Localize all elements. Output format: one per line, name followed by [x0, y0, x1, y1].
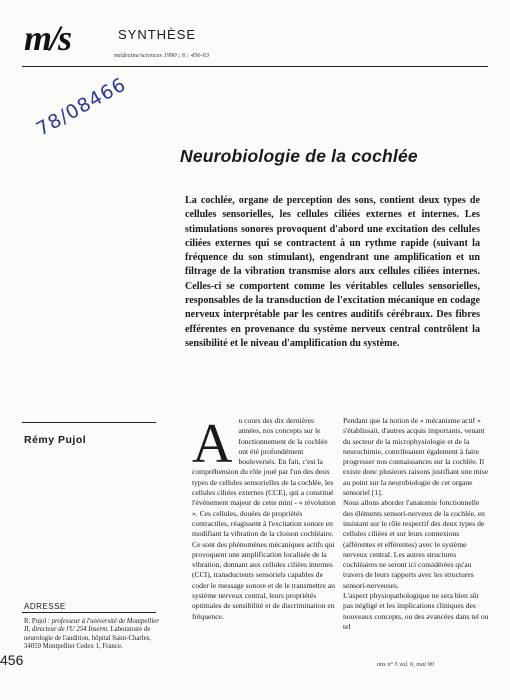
drop-cap: A	[192, 413, 233, 475]
page-number: 456	[0, 652, 24, 668]
journal-logo: m/s	[24, 18, 71, 58]
header-rule	[22, 66, 488, 67]
address-rest: Laboratoire de neurologie de l'audition, hôpital Saint-Charles, 34059 Montpellier Cedex 1, France.	[24, 626, 151, 650]
journal-citation: médecine/sciences 1990 ; 6 : 456-63	[114, 52, 210, 59]
abstract-text: La cochlée, organe de perception des sons, contient deux types de cellules sensorielles, les cellules ciliées externes et internes. Les stimulations sonores provoquent d'abord une excitation des cellules ciliées externes qui se contractent à un rythme rapide (suivant la fréquence du son stimulant), engendrant une amplification et un filtrage de la vibration transmise alors aux cellules ciliées internes. Celles-ci se comportent comme les véritables cellules sensorielles, responsables de la transduction de l'excitation mécanique en codage nerveux interprétable par les centres auditifs cérébraux. Des fibres efférentes en provenance du système nerveux central contrôlent la sensibilité et le niveau d'amplification du système.	[185, 195, 480, 349]
section-label: SYNTHÈSE	[118, 27, 197, 42]
body-text: u cours des dix dernières années, nos concepts sur le fonctionnement de la cochlée ont été profondément bouleversés. En fait, c'est la compréhension du rôle joué par l'un des deux types de cellules sensorielles de la cochlée, les cellules ciliées externes (CCE), qui a constitué l'événement majeur de cette mini - « révolution ». Ces cellules, douées de propriétés contractiles, réagissent à l'excitation sonore en modifiant la vibration de la cloison cochléaire. Ce sont des phénomènes mécaniques actifs qui provoquent une amplification localisée de la vibration, donnant aux cellules ciliées internes (CCI), transducteurs sensoriels capables de coder le message sonore et de le transmettre au système nerveux central, leurs propriétés optimales de sensibilité et de discrimination en fréquence.	[192, 416, 336, 621]
author-name: Rémy Pujol	[24, 434, 87, 446]
address-role: professeur à l'université de Montpellier II, directeur de l'U 254 Inserm.	[24, 618, 159, 634]
body-paragraph: Nous allons aborder l'anatomie fonctionnelle des éléments sensori-nerveux de la cochlée, en insistant sur le rôle respectif des deux types de cellules ciliées et sur leurs connexions (afférentes et efférentes) avec le système nerveux central. Les autres structures cochléaires ne seront ici considérées qu'au travers de leurs rapports avec les structures sensori-nerveuses.	[343, 498, 485, 590]
abstract	[185, 194, 480, 351]
body-paragraph: L'aspect physiopathologique ne sera bien sûr pas négligé et les implications cliniques des nouveaux concepts, ou des avancées dans tel ou tel	[343, 591, 489, 631]
page-footer: mis n° 5 vol. 6, mai 90	[377, 661, 434, 668]
author-address	[24, 618, 164, 651]
article-title: Neurobiologie de la cochlée	[180, 146, 418, 166]
author-rule	[22, 422, 156, 423]
address-rule	[22, 612, 156, 613]
address-name: R. Pujol :	[24, 618, 50, 625]
address-heading: ADRESSE	[24, 602, 66, 611]
body-column-1	[192, 413, 338, 622]
body-paragraph: Pendant que la notion de « mécanisme actif » s'établissait, d'autres acquis importants, venant du secteur de la microphysiologie et de la neurochimie, contribuaient également à faire progresser nos connaissances sur la cochlée. Il existe donc plusieurs raisons justifiant une mise au point sur la neurobiologie de cet organe sensoriel [1].	[343, 416, 489, 498]
body-paragraph	[192, 413, 338, 622]
body-column-2	[343, 416, 489, 632]
handwritten-note: 78/08466	[32, 73, 130, 141]
